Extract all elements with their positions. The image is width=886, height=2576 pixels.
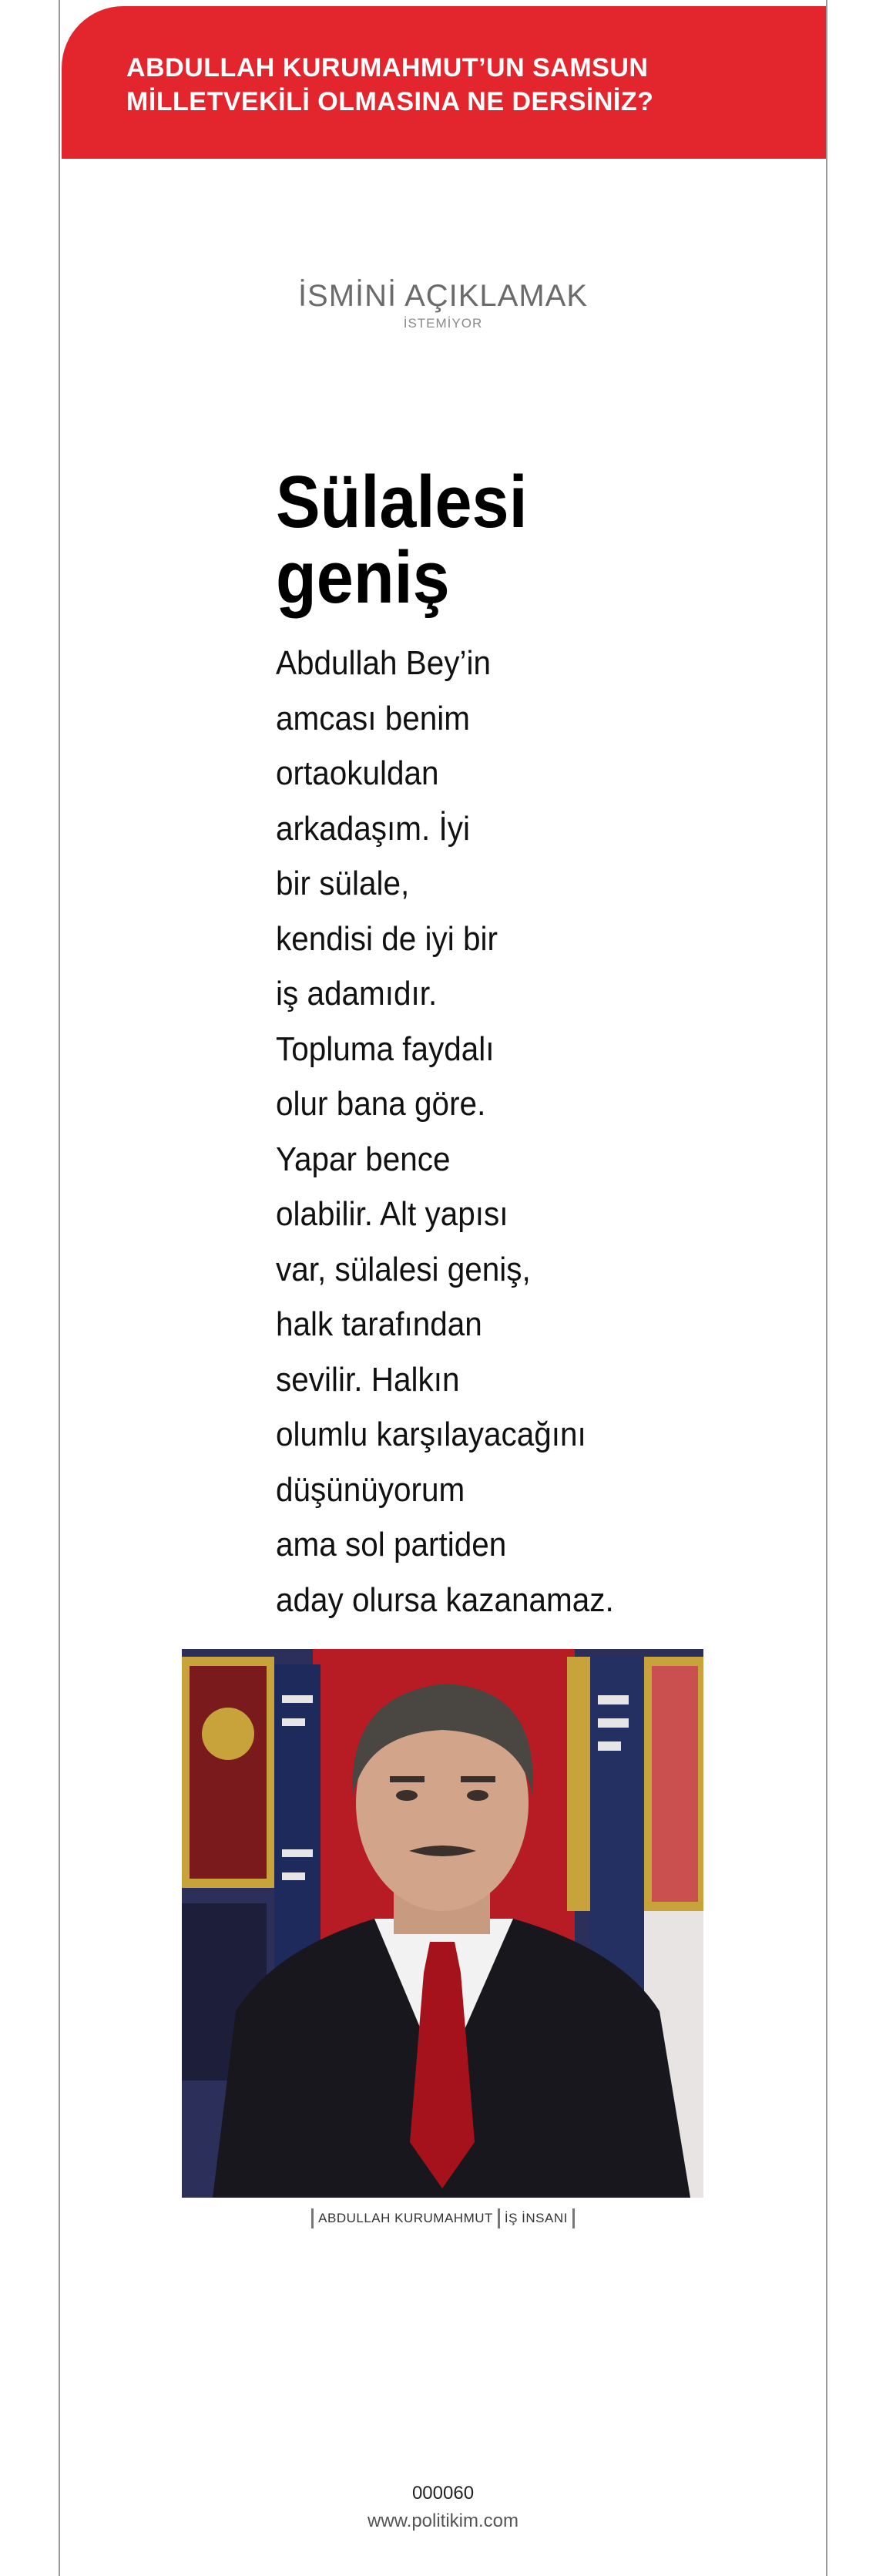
body-line: Topluma faydalı bbox=[276, 1029, 495, 1068]
photo-caption bbox=[0, 2208, 886, 2228]
respondent-sub: İSTEMİYOR bbox=[403, 316, 483, 331]
headline bbox=[276, 461, 623, 619]
body-line: halk tarafından bbox=[276, 1305, 482, 1343]
body-line: Yapar bence bbox=[276, 1140, 451, 1178]
body-line: olabilir. Alt yapısı bbox=[276, 1195, 508, 1233]
body-line: var, sülalesi geniş, bbox=[276, 1250, 531, 1288]
caption-divider bbox=[498, 2208, 500, 2228]
body-line: amcası benim bbox=[276, 699, 470, 737]
body-line: arkadaşım. İyi bbox=[276, 809, 470, 848]
body-line: sevilir. Halkın bbox=[276, 1360, 460, 1399]
body-line: olumlu karşılayacağını bbox=[276, 1416, 586, 1453]
body-line: ama sol partiden bbox=[276, 1526, 507, 1563]
caption-divider bbox=[572, 2208, 575, 2228]
body-line: kendisi de iyi bir bbox=[276, 919, 498, 958]
respondent-name: İSMİNİ AÇIKLAMAK bbox=[297, 279, 589, 313]
caption-name: ABDULLAH KURUMAHMUT bbox=[318, 2211, 493, 2225]
caption-role: İŞ İNSANI bbox=[504, 2211, 568, 2225]
body-line: ortaokuldan bbox=[276, 754, 439, 792]
body-line: Abdullah Bey’in bbox=[276, 644, 492, 682]
headline-line-2: geniş bbox=[276, 536, 450, 619]
body-line: iş adamıdır. bbox=[276, 975, 438, 1013]
banner-line-1: ABDULLAH KURUMAHMUT’UN SAMSUN bbox=[126, 53, 649, 82]
question-banner bbox=[62, 6, 826, 159]
portrait-photo bbox=[182, 1649, 703, 2198]
body-line: aday olursa kazanamaz. bbox=[276, 1580, 614, 1619]
body-line: bir sülale, bbox=[276, 865, 410, 902]
body-line: olur bana göre. bbox=[276, 1085, 486, 1123]
page-number: 000060 bbox=[411, 2483, 475, 2504]
caption-divider bbox=[311, 2208, 314, 2228]
headline-line-1: Sülalesi bbox=[276, 461, 528, 543]
portrait-illustration bbox=[182, 1649, 703, 2198]
respondent-source bbox=[0, 277, 886, 333]
page-footer bbox=[0, 2480, 886, 2535]
site-url[interactable]: www.politikim.com bbox=[367, 2511, 519, 2531]
banner-line-2: MİLLETVEKİLİ OLMASINA NE DERSİNİZ? bbox=[126, 87, 654, 116]
body-line: düşünüyorum bbox=[276, 1470, 465, 1509]
quote-body bbox=[276, 636, 673, 1627]
